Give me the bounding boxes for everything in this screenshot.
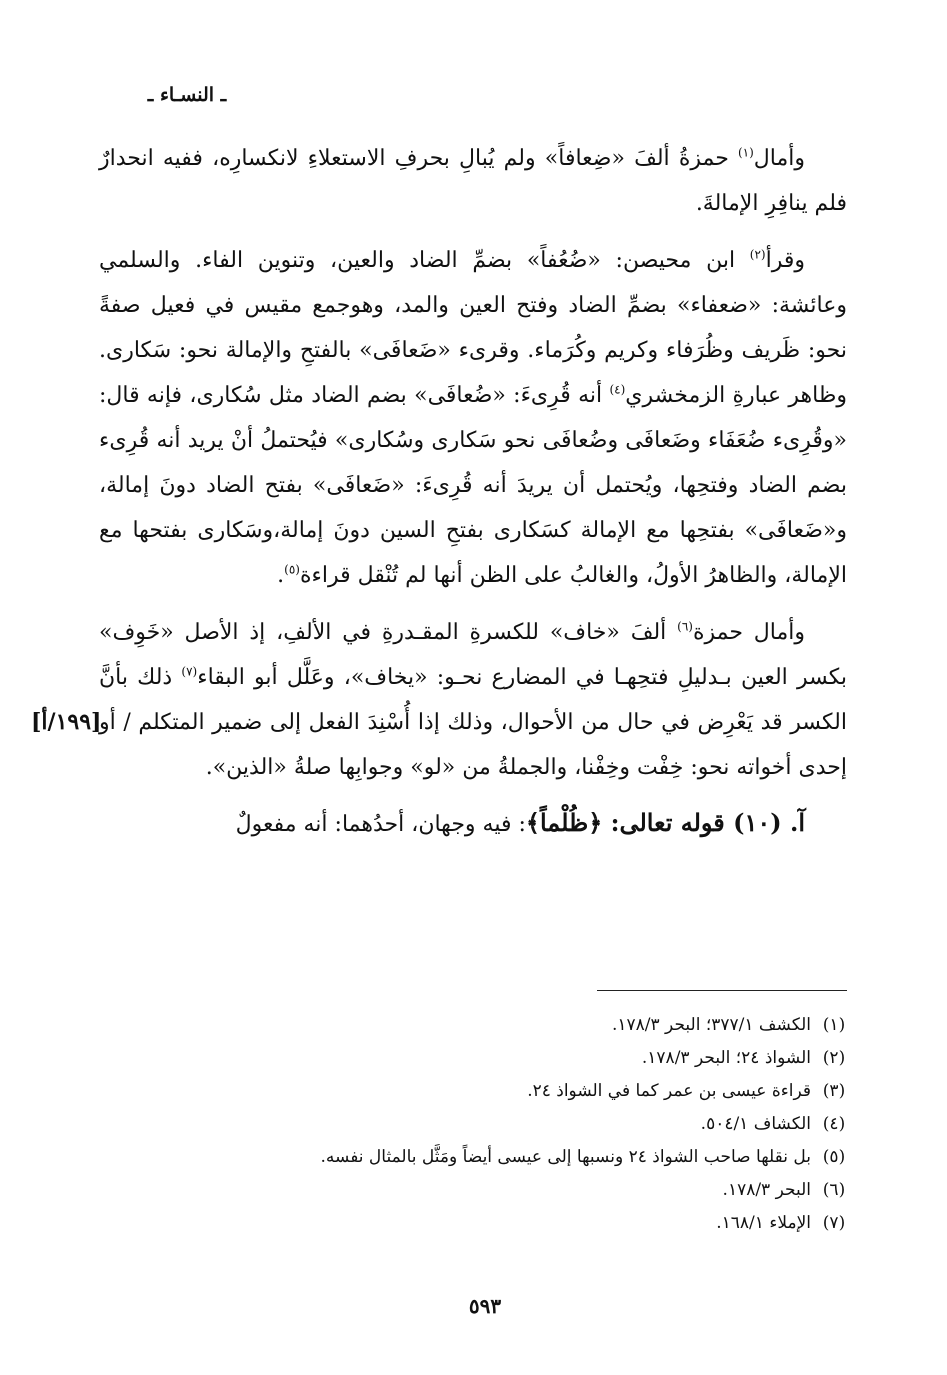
verse-heading-prefix: آ. (١٠) قوله تعالى:	[602, 808, 805, 837]
paragraph-text: وأمال	[753, 146, 805, 171]
footnote-number: (٤)	[822, 1114, 846, 1134]
footnote-ref: (٢)	[749, 247, 766, 262]
footnote-ref: (٥)	[284, 562, 300, 577]
footnote-ref: (٧)	[181, 664, 198, 679]
paragraph-2	[99, 238, 847, 598]
paragraph-text: حمزةُ ألفَ «ضِعافاً» ولم يُبالِ بحرفِ الاستعلاءِ لانكسارِه، ففيه انحدارٌ فلم ينافِرِ الإمالةَ.	[99, 146, 847, 216]
footnote-number: (٢)	[822, 1048, 846, 1068]
paragraph-text: ألفَ «خاف» للكسرةِ المقـدرةِ في الألفِ، إذ الأصل «خَوِف» بكسر العين بـدليلِ فتحِهـا في المضارع نحـو: «يخاف»، وعَلَّل أبو البقاء	[99, 620, 847, 690]
paragraph-text: وأمال حمزة	[692, 620, 806, 645]
footnote-item	[227, 1009, 847, 1042]
footnote-number: (٧)	[822, 1213, 846, 1233]
footnote-item	[227, 1075, 847, 1108]
footnote-text: الشواذ ٢٤؛ البحر ١٧٨/٣.	[641, 1048, 811, 1068]
paragraph-text: وقرأ	[765, 248, 805, 273]
paragraph-text: أنه قُرِىءَ: «ضُعافَى» بضم الضاد مثل سُكارى، فإنه قال: «وقُرِىء ضُعَفَاء وضَعافَى وضُعافَى نحو سَكارى وسُكارى» فيُحتملُ أنْ يريد أنه قُرِىء بضم الضاد وفتحِها، ويُحتمل أن يريدَ أنه قُرِىءَ: «ضَعافَى» بفتح الضاد دونَ إمالة، و«ضَعافَى» بفتحِها مع الإمالة كسَكارى بفتحِ السين دونَ إمالة،وسَكارى بفتحها مع الإمالة، والظاهرُ الأولُ، والغالبُ على الظن أنها لم تُنْقل قراءة	[99, 383, 847, 588]
footnote-item	[227, 1207, 847, 1240]
paragraph-text: ذلك بأنَّ الكسر قد يَعْرِض في حال من الأحوال، وذلك إذا أُسْنِدَ الفعل إلى ضمير المتكلم / أو إحدى أخواته نحو: خِفْت وخِفْنا، والجملةُ من «لو» وجوابِها صلةُ «الذين».	[99, 665, 847, 780]
footnote-number: (٣)	[822, 1081, 846, 1101]
footnote-text: الكشف ٣٧٧/١؛ البحر ١٧٨/٣.	[611, 1015, 811, 1035]
quran-quote: ﴿ظُلْماً﴾	[525, 808, 603, 837]
footnote-divider	[597, 990, 847, 991]
main-text	[31, 136, 847, 847]
footnote-ref: (١)	[737, 145, 754, 160]
footnote-text: البحر ١٧٨/٣.	[722, 1180, 811, 1200]
footnote-number: (٦)	[822, 1180, 846, 1200]
paragraph-1	[99, 136, 847, 226]
footnote-text: بل نقلها صاحب الشواذ ٢٤ ونسبها إلى عيسى أيضاً ومَثَّل بالمثال نفسه.	[320, 1147, 811, 1167]
footnotes	[227, 1009, 847, 1240]
footnote-item	[227, 1174, 847, 1207]
verse-heading-suffix: : فيه وجهان، أحدُهما: أنه مفعولٌ	[235, 812, 526, 837]
footnote-text: الكشاف ٥٠٤/١.	[700, 1114, 811, 1134]
footnote-number: (١)	[822, 1015, 846, 1035]
footnote-ref: (٦)	[677, 619, 693, 634]
paragraph-text: ابن محيصن: «ضُعُفاً» بضمِّ الضاد والعين، وتنوين الفاء. والسلمي وعائشة: «ضعفاء» بضمِّ الضاد وفتح العين والمد، وهوجمع مقيس في فعيل صفةً نحو: ظَريف وظُرَفاء وكريم وكُرَماء. وقرىء «ضَعافَى» بالفتحِ والإمالة نحو: سَكارى. وظاهر عبارةِ الزمخشري	[99, 248, 847, 408]
footnote-number: (٥)	[822, 1147, 846, 1167]
running-header: ـ النسـاء ـ	[147, 84, 227, 106]
footnote-item	[227, 1141, 847, 1174]
footnote-item	[227, 1042, 847, 1075]
footnote-ref: (٤)	[609, 382, 626, 397]
footnote-text: الإملاء ١٦٨/١.	[716, 1213, 811, 1233]
verse-heading	[99, 800, 847, 847]
footnote-item	[227, 1108, 847, 1141]
paragraph-text: .	[277, 563, 285, 588]
paragraph-3	[31, 610, 847, 790]
footnote-text: قراءة عيسى بن عمر كما في الشواذ ٢٤.	[527, 1081, 811, 1101]
page-number: ٥٩٣	[468, 1294, 502, 1318]
manuscript-folio-ref: [١٩٩/أ]	[31, 709, 102, 735]
